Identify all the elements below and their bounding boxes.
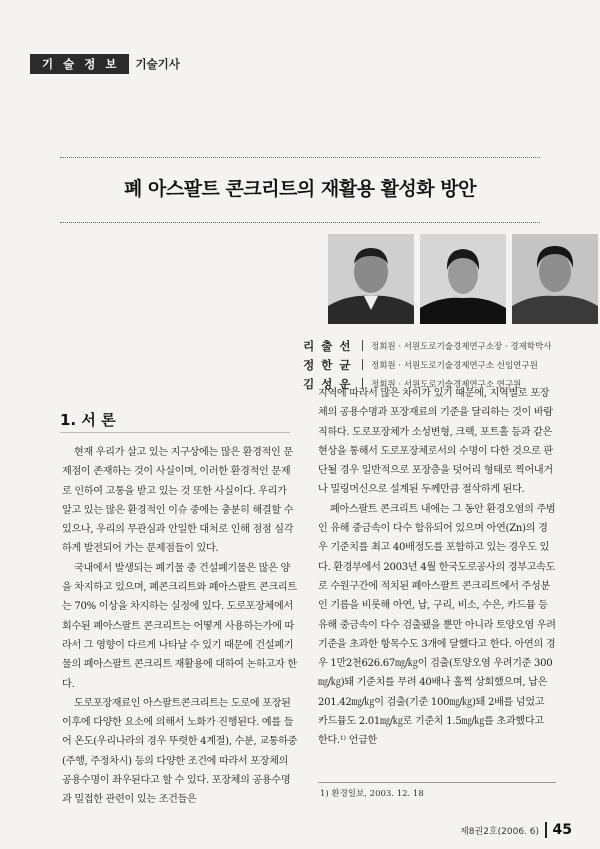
author-photo-3 bbox=[512, 234, 598, 324]
section-heading: 1. 서 론 bbox=[60, 411, 116, 429]
body-paragraph: 지역에 따라서 많은 차이가 있기 때문에, 지역별로 포장체의 공용수명과 포장재료의 기준을 달리하는 것이 바람직하다. 도로포장체가 소성변형, 크랙, 포트홀 등과 같은 현상을 통해서 도로포장체로서의 수명이 다한 것으로 판단될 경우 일반적으로 포장층을 덧어리 형태로 찍어내거나 밀링머신으로 설계된 두께만큼 절삭하게 된다. bbox=[318, 388, 553, 496]
section-divider bbox=[60, 432, 290, 433]
title-bottom-divider bbox=[60, 222, 540, 223]
author-affiliation: 정회원 · 서원도로기술경제연구소 선임연구원 bbox=[371, 360, 538, 371]
author-photo-1 bbox=[328, 234, 414, 324]
subsection-label: 기술기사 bbox=[135, 57, 180, 71]
issue-label: 제8권2호(2006. 6) bbox=[460, 826, 540, 837]
footer-separator bbox=[545, 822, 547, 838]
footnote: 1) 환경일보, 2003. 12. 18 bbox=[320, 789, 424, 799]
page-footer bbox=[460, 822, 572, 838]
page-number: 45 bbox=[552, 822, 572, 838]
author-photo-2 bbox=[420, 234, 506, 324]
body-paragraph: 현재 우리가 살고 있는 지구상에는 많은 환경적인 문제점이 존재하는 것이 사실이며, 이러한 환경적인 문제로 인하여 고통을 받고 있는 것 또한 사실이다. 우리가 알고 있는 많은 환경적인 이슈 중에는 충분히 해결할 수 있으나, 우리의 무관심과 안일한 대처로 인해 점점 심각하게 발전되어 가는 문제점들이 있다. bbox=[62, 447, 294, 555]
section-label: 기 술 정 보 bbox=[30, 54, 129, 74]
body-paragraph: 도로포장재료인 아스팔트콘크리트는 도로에 포장된 이후에 다양한 요소에 의해서 노화가 진행된다. 예를 들어 온도(우리나라의 경우 뚜렷한 4계절), 수분, 교통하중(주행, 주정차시) 등의 다양한 조건에 따라서 포장체의 공용수명이 좌우된다고 할 수 있다. 포장체의 공용수명과 밀접한 관련이 있는 조건들은 bbox=[62, 697, 298, 806]
author-photos bbox=[328, 234, 598, 324]
author-affiliation: 정회원 · 서원도로기술경제연구소장 · 경제학박사 bbox=[371, 341, 552, 352]
footnote-divider bbox=[318, 782, 556, 783]
section-tag bbox=[30, 54, 180, 74]
body-paragraph: 폐아스팔트 콘크리트 내에는 그 동안 환경오염의 주범인 유해 중금속이 다수 함유되어 있으며 아연(Zn)의 경우 기준치를 최고 40배정도를 포함하고 있는 경우도 있다. 환경부에서 2003년 4월 한국도로공사의 경부고속도로 수원구간에 적치된 폐아스팔트 콘크리트에서 주성분인 기름을 비롯해 아연, 납, 구리, 비소, 수은, 카드뮴 등 유해 중금속이 다수 검출됐을 뿐만 아니라 토양오염 우려기준을 초과한 항목수도 3개에 달했다고 한다. 아연의 경우 1만2천626.67㎎/㎏이 검출(토양오염 우려기준 300㎎/㎏)돼 기준치를 무려 40배나 훌쩍 상회했으며, 납은 201.42㎎/㎏이 검출(기준 100㎎/㎏)돼 2배를 넘었고 카드뮴도 2.01㎎/㎏로 기준치 1.5㎎/㎏를 초과했다고 한다.¹⁾ 언급한 bbox=[318, 503, 556, 747]
author-row bbox=[300, 336, 551, 355]
author-row bbox=[300, 355, 551, 374]
title-top-divider bbox=[60, 157, 540, 158]
body-paragraph: 국내에서 발생되는 폐기물 중 건설폐기물은 많은 양을 차지하고 있으며, 폐콘크리트와 폐아스팔트 콘크리트는 70% 이상을 차지하는 실정에 있다. 도로포장체에서 회수된 폐아스팔트 콘크리트는 어떻게 사용하는가에 따라서 그 영향이 다르게 나타날 수 있기 때문에 건설폐기물의 폐아스팔트 콘크리트 재활용에 대하여 논하고자 한다. bbox=[62, 562, 297, 690]
author-separator bbox=[362, 340, 363, 351]
author-name: 정 한 균 bbox=[303, 357, 352, 372]
article-title: 폐 아스팔트 콘크리트의 재활용 활성화 방안 bbox=[124, 178, 476, 200]
author-affiliation: 정회원 · 서원도로기술경제연구소 연구원 bbox=[371, 379, 522, 390]
right-column bbox=[318, 384, 556, 751]
author-separator bbox=[362, 359, 363, 370]
author-name: 김 성 운 bbox=[303, 376, 352, 391]
author-name: 리 출 선 bbox=[303, 338, 352, 353]
left-column bbox=[62, 443, 298, 810]
